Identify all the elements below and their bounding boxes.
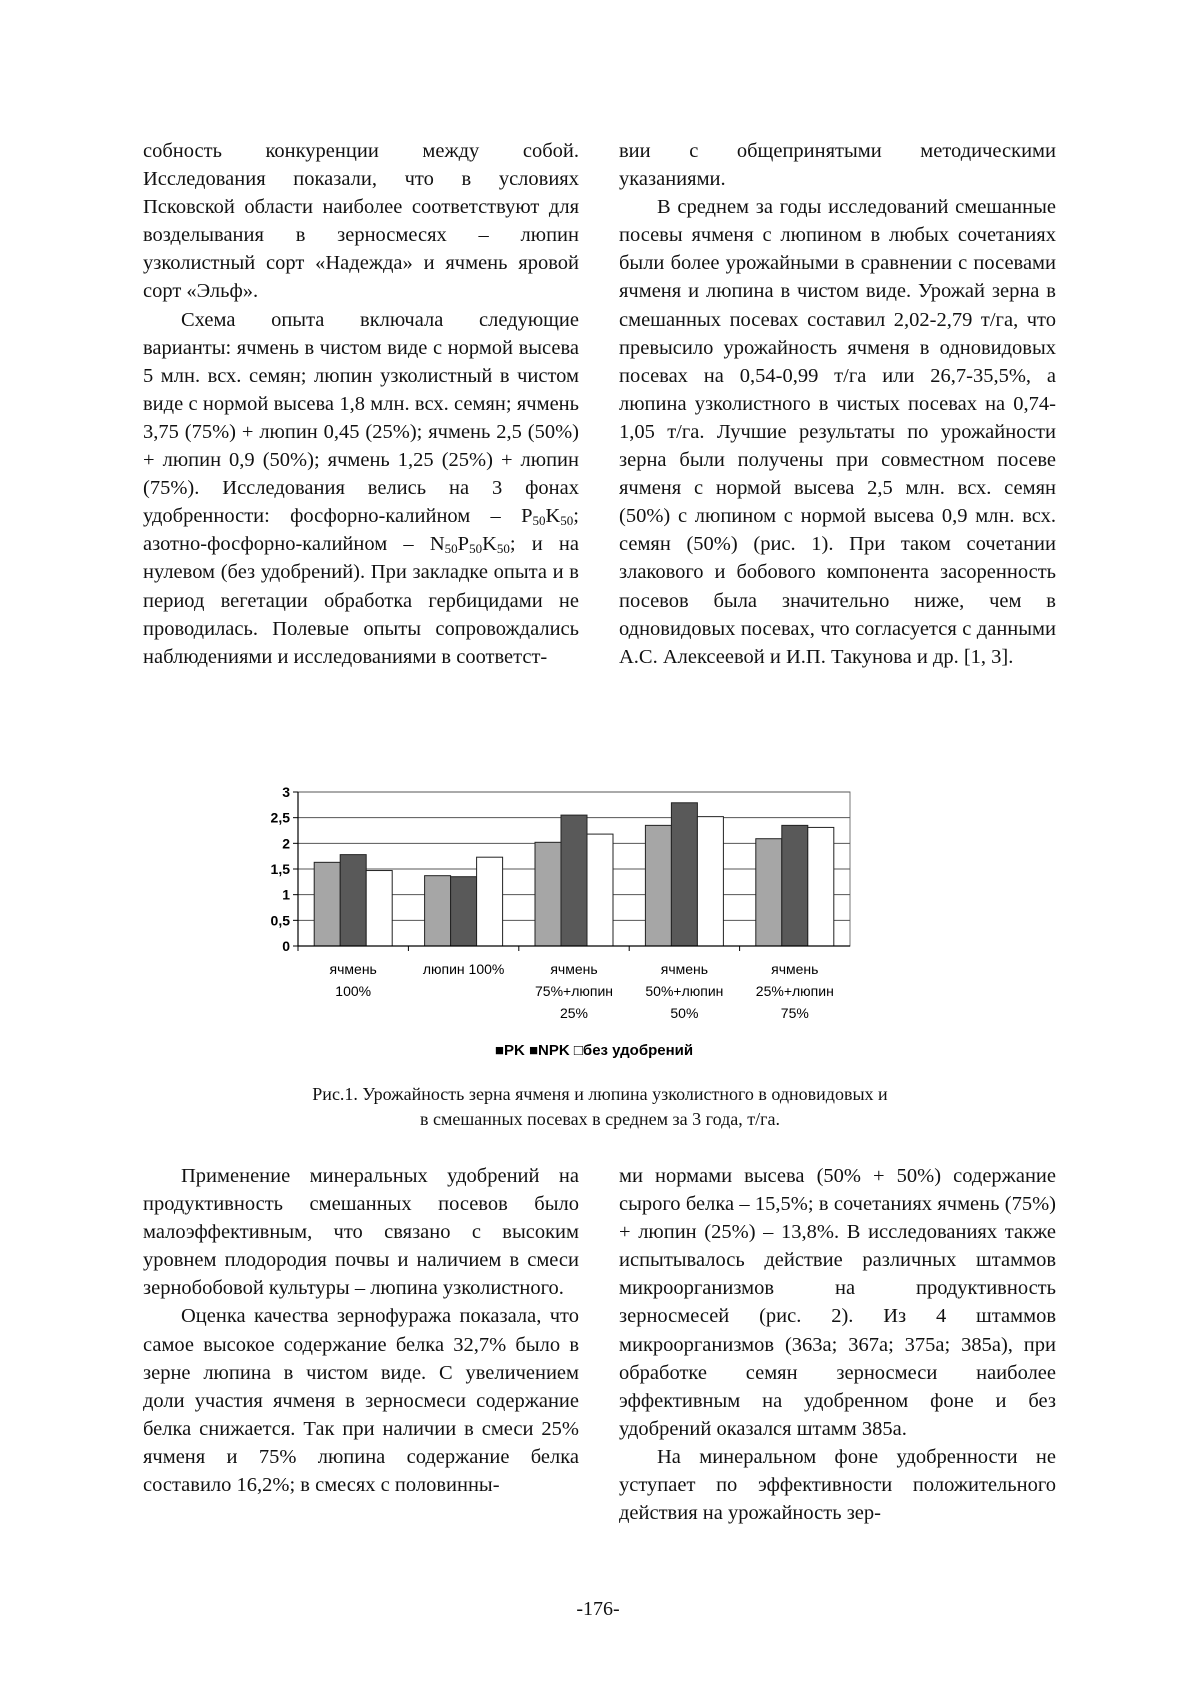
bar-pk [645,825,671,946]
right-column-top [619,137,1056,671]
x-category-label: ячмень [550,961,598,977]
x-category-label: люпин 100% [422,961,505,977]
left-column-bottom [143,1162,579,1499]
x-category-label: 25%+люпин [755,983,834,999]
formula-symbol: K [545,505,561,528]
x-category-label: 25% [559,1005,589,1021]
bar-npk [561,815,587,946]
bar-без-удобрений [366,871,392,946]
paragraph: Оценка качества зернофуража показала, что самое высокое содержание белка 32,7% было в зерне люпина в чистом виде. С увеличением доли участия ячменя в зерносмеси содержание белка снижается. Так при наличии в смеси 25% ячменя и 75% люпина содержание белка составило 16,2%; в смесях с половинны- [143,1305,579,1497]
bar-npk [340,855,366,946]
page-number: -176- [576,1598,620,1620]
x-category-label: 75% [780,1005,809,1021]
formula-npk [430,533,510,555]
paragraph: В среднем за годы исследований смешанные посевы ячменя с люпином в любых сочетаниях были более урожайными в сравнении с посевами ячменя и люпина в чистом виде. Урожай зерна в смешанных посевах составил 2,02-2,79 т/га, что превысило урожайность ячменя в одновидовых посевах на 0,54-0,99 т/га или 26,7-35,5%, а люпина узколистного в чистых посевах на 0,74-1,05 т/га. Лучшие результаты по урожайности зерна были получены при совместном посеве ячменя с нормой высева 2,5 млн. всх. семян (50%) с люпином с нормой высева 0,9 млн. всх. семян (50%) (рис. 1). При таком сочетании злакового и бобового компонента засоренность посевов была значительно ниже, чем в одновидовых посевах, что согласуется с данными А.С. Алексеевой и И.П. Такунова и др. [1, 3]. [619,196,1056,668]
y-tick-label: 3 [282,784,290,800]
formula-symbol: K [482,533,497,556]
right-column-bottom [619,1162,1056,1527]
formula-symbol: N [429,533,445,556]
figure-1 [270,782,930,1082]
bar-npk [451,877,477,946]
y-tick-label: 2 [282,835,290,852]
x-category-label: 50% [670,1005,699,1021]
figure-caption [200,1082,1000,1132]
caption-line: Рис.1. Урожайность зерна ячменя и люпина узколистного в одновидовых и [312,1084,888,1104]
x-category-label: ячмень [660,961,709,977]
y-tick-label: 1 [282,886,290,903]
formula-symbol: P [521,505,533,528]
bar-без-удобрений [477,857,503,946]
y-tick-label: 0,5 [270,912,290,929]
y-tick-label: 0 [282,938,290,954]
paragraph: ми нормами высева (50% + 50%) содержание сырого белка – 15,5%; в сочетаниях ячмень (75%) + люпин (25%) – 13,8%. В исследованиях также испытывалось действие различных штаммов микроорганизмов на продуктивность зерносмесей (рис. 2). Из 4 штаммов микроорганизмов (363а; 367а; 375а; 385а), при обработке семян зерносмеси наиболее эффективным на удобренном фоне и без удобрений оказался штамм 385а. [619,1165,1056,1440]
text-run: ; и на нулевом (без удобрений). При закладке опыта и в период вегетации обработка гербицидами не проводилась. Полевые опыты сопровождались наблюдениями и исследованиями в соответст- [143,533,579,668]
x-category-label: 75%+люпин [535,983,613,999]
bar-без-удобрений [697,817,723,946]
bar-без-удобрений [808,827,834,946]
text-run: Схема опыта включала следующие варианты: ячмень в чистом виде с нормой высева 5 млн. всх. семян; люпин узколистный в чистом виде с нормой высева 1,8 млн. всх. семян; ячмень 3,75 (75%) + люпин 0,45 (25%); ячмень 2,5 (50%) + люпин 0,9 (50%); ячмень 1,25 (25%) + люпин (75%). Исследования велись на 3 фонах удобренности: фосфорно-калийном – [143,308,579,528]
x-category-label: ячмень [329,961,377,977]
text-run: ; азотно-фосфорно-калийном – [143,505,579,556]
bar-pk [756,839,782,946]
paragraph: собность конкуренции между собой. Исследования показали, что в условиях Псковской области наиболее соответствуют для возделывания в зерносмесях – люпин узколистный сорт «Надежда» и ячмень яровой сорт «Эльф». [143,140,579,303]
x-category-label: ячмень [771,961,819,977]
left-column-top [143,137,579,671]
formula-subscript: 50 [560,513,574,529]
paragraph: Применение минеральных удобрений на продуктивность смешанных посевов было малоэффективным, что связано с высоким уровнем плодородия почвы и наличием в смеси зернобобовой культуры – люпина узколистного. [143,1165,579,1300]
bar-pk [425,876,451,946]
formula-subscript: 50 [444,541,458,557]
y-tick-label: 1,5 [270,861,290,877]
formula-pk [521,505,573,527]
legend-label: ■PK ■NPK □без удобрений [494,1042,694,1059]
formula-symbol: P [457,533,470,556]
paragraph: вии с общепринятыми методическими указаниями. [619,140,1056,191]
x-category-label: 100% [335,983,372,999]
y-tick-label: 2,5 [270,809,290,826]
formula-subscript: 50 [469,541,483,557]
paragraph: На минеральном фоне удобренности не уступает по эффективности положительного действия на урожайность зер- [619,1445,1056,1525]
bar-pk [314,862,340,946]
bar-npk [671,803,697,946]
bar-chart [270,782,930,1082]
x-category-label: 50%+люпин [645,983,724,999]
formula-subscript: 50 [496,541,510,557]
paragraph-scheme [143,306,579,671]
bar-pk [535,842,561,946]
formula-subscript: 50 [532,513,546,529]
bar-без-удобрений [587,834,613,946]
bar-npk [782,825,808,946]
caption-line: в смешанных посевах в среднем за 3 года, т/га. [420,1109,780,1129]
chart-legend [495,1042,693,1059]
